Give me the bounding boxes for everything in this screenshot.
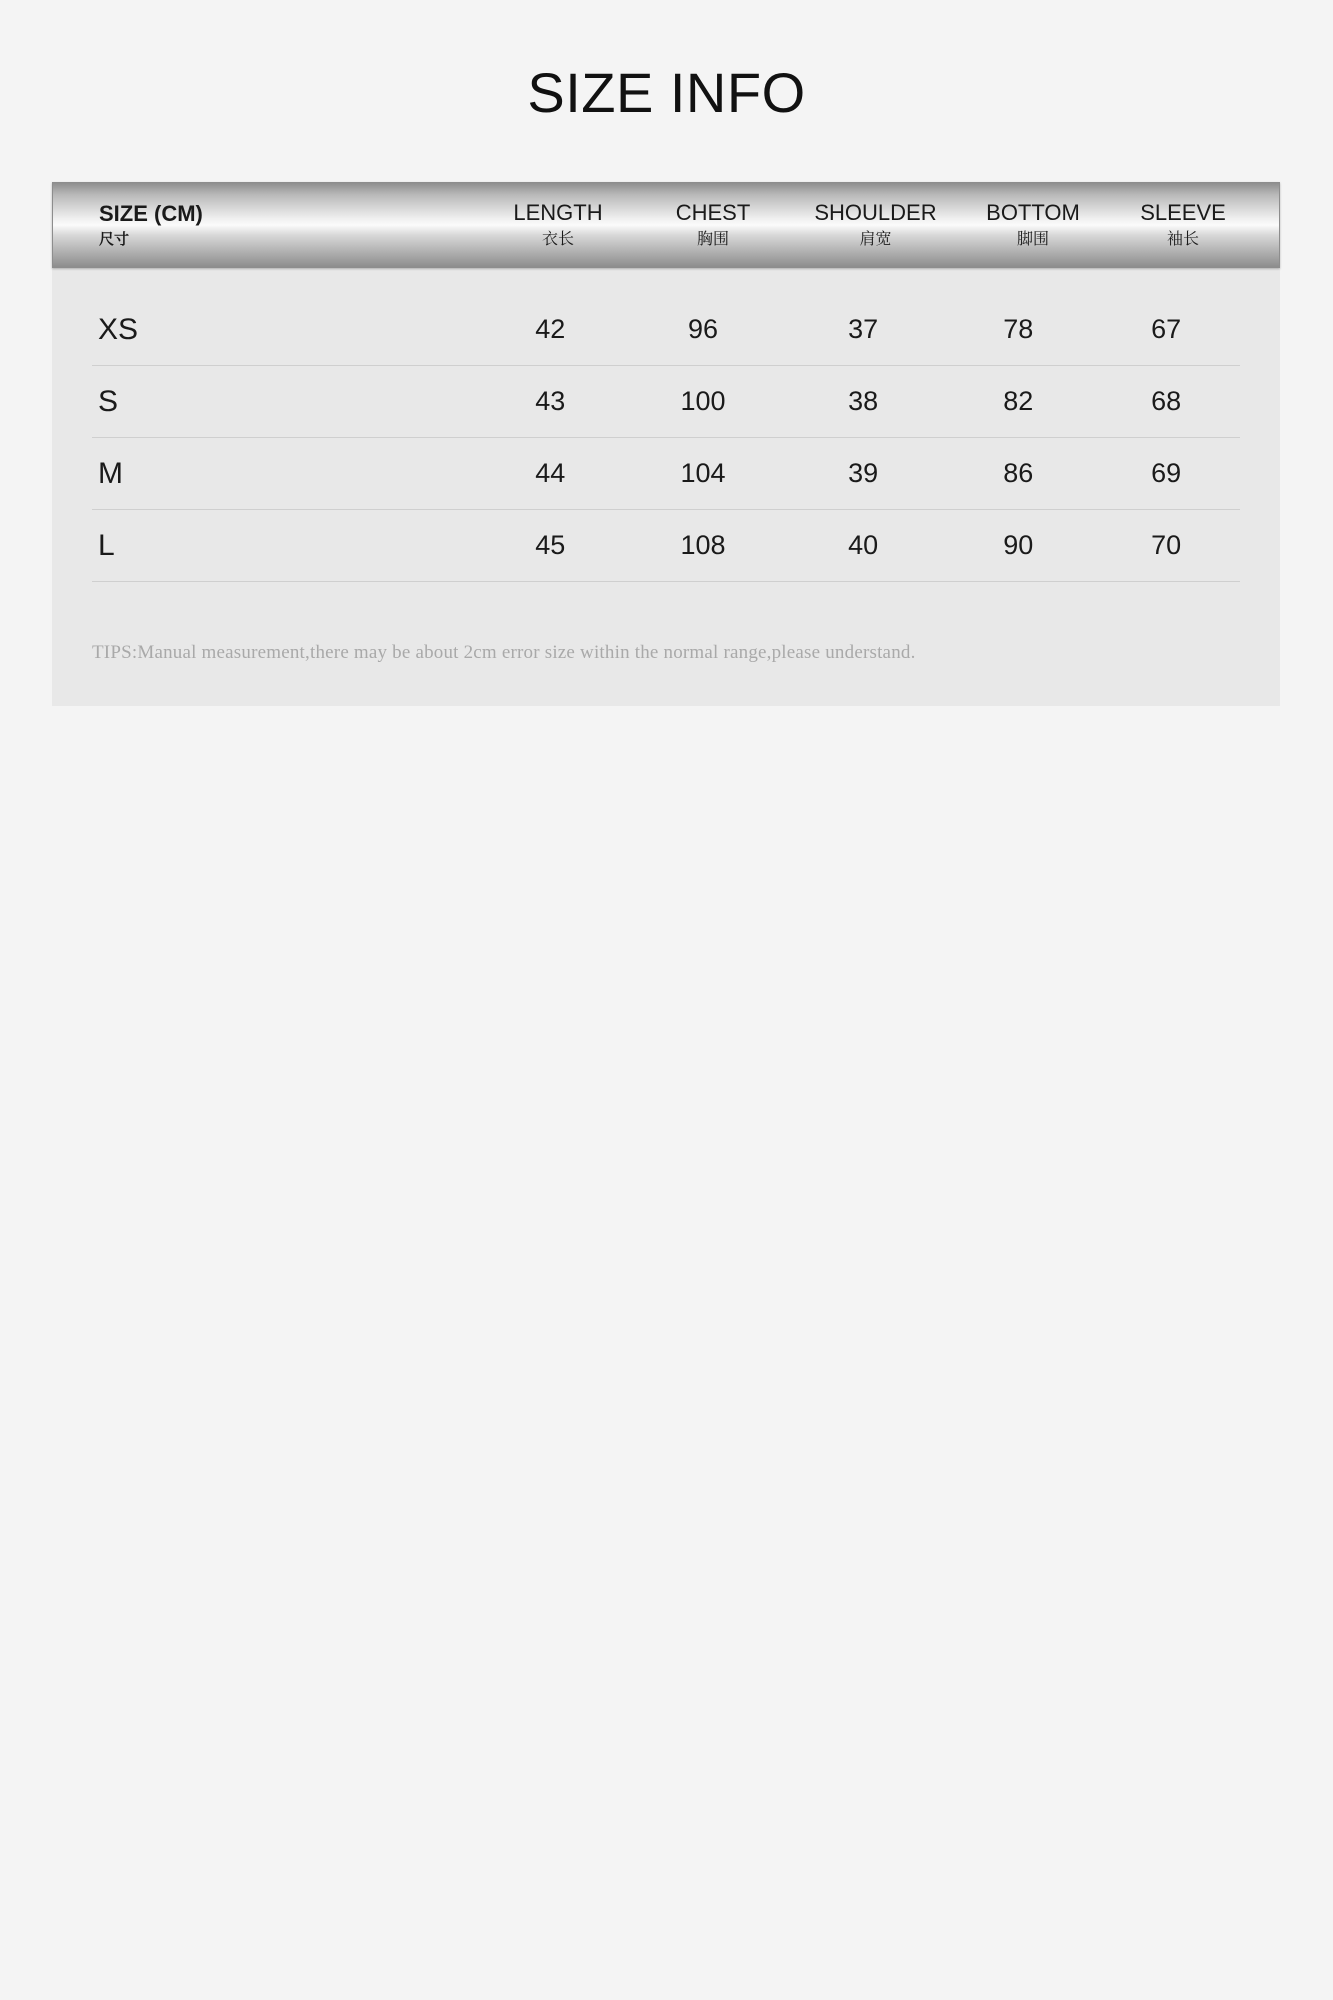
header-cell-sleeve (1108, 199, 1258, 251)
cell-sleeve: 67 (1151, 314, 1182, 344)
size-chart-table (52, 182, 1280, 706)
header-cell-size (53, 200, 483, 251)
cell-size: XS (98, 312, 139, 346)
cell-size: L (98, 528, 115, 562)
header-sleeve-cn: 袖长 (1166, 230, 1199, 248)
cell-sleeve: 69 (1151, 458, 1182, 488)
header-shoulder-cn: 肩宽 (859, 230, 892, 248)
measurement-tips: TIPS:Manual measurement,there may be about 2cm error size within the normal range,please understand. (92, 642, 916, 663)
table-row (92, 510, 1240, 582)
header-shoulder-en: SHOULDER (814, 200, 937, 226)
cell-shoulder: 39 (848, 458, 879, 488)
cell-bottom: 90 (1003, 530, 1034, 560)
header-cell-length (483, 199, 633, 251)
header-length-cn: 衣长 (541, 230, 574, 248)
cell-chest: 104 (680, 458, 726, 488)
cell-sleeve: 68 (1151, 386, 1182, 416)
table-header-row (53, 183, 1279, 267)
cell-length: 45 (535, 530, 566, 560)
cell-sleeve: 70 (1151, 530, 1182, 560)
cell-size: S (98, 384, 119, 418)
cell-chest: 96 (687, 314, 719, 344)
cell-bottom: 86 (1003, 458, 1034, 488)
header-bottom-cn: 脚围 (1016, 230, 1049, 248)
header-chest-cn: 胸围 (696, 230, 729, 248)
cell-shoulder: 38 (848, 386, 879, 416)
header-sleeve-en: SLEEVE (1140, 200, 1226, 226)
cell-bottom: 82 (1003, 386, 1034, 416)
cell-shoulder: 40 (848, 530, 879, 560)
cell-length: 43 (535, 386, 566, 416)
page-title: SIZE INFO (527, 61, 806, 124)
cell-bottom: 78 (1003, 314, 1034, 344)
cell-length: 42 (535, 314, 566, 344)
header-cell-bottom (958, 199, 1108, 251)
cell-chest: 108 (680, 530, 726, 560)
header-length-en: LENGTH (513, 200, 603, 226)
header-size-en: SIZE (CM) (99, 200, 203, 226)
header-chest-en: CHEST (675, 200, 751, 226)
table-row (92, 366, 1240, 438)
header-cell-shoulder (793, 199, 958, 251)
header-size-cn: 尺寸 (99, 231, 130, 249)
cell-length: 44 (535, 458, 566, 488)
header-bottom-en: BOTTOM (986, 200, 1080, 226)
cell-chest: 100 (680, 386, 726, 416)
table-body (52, 294, 1280, 582)
table-header-bar (52, 182, 1280, 268)
table-row (92, 294, 1240, 366)
header-cell-chest (633, 199, 793, 251)
cell-size: M (98, 456, 123, 490)
cell-shoulder: 37 (848, 314, 879, 344)
table-row (92, 438, 1240, 510)
